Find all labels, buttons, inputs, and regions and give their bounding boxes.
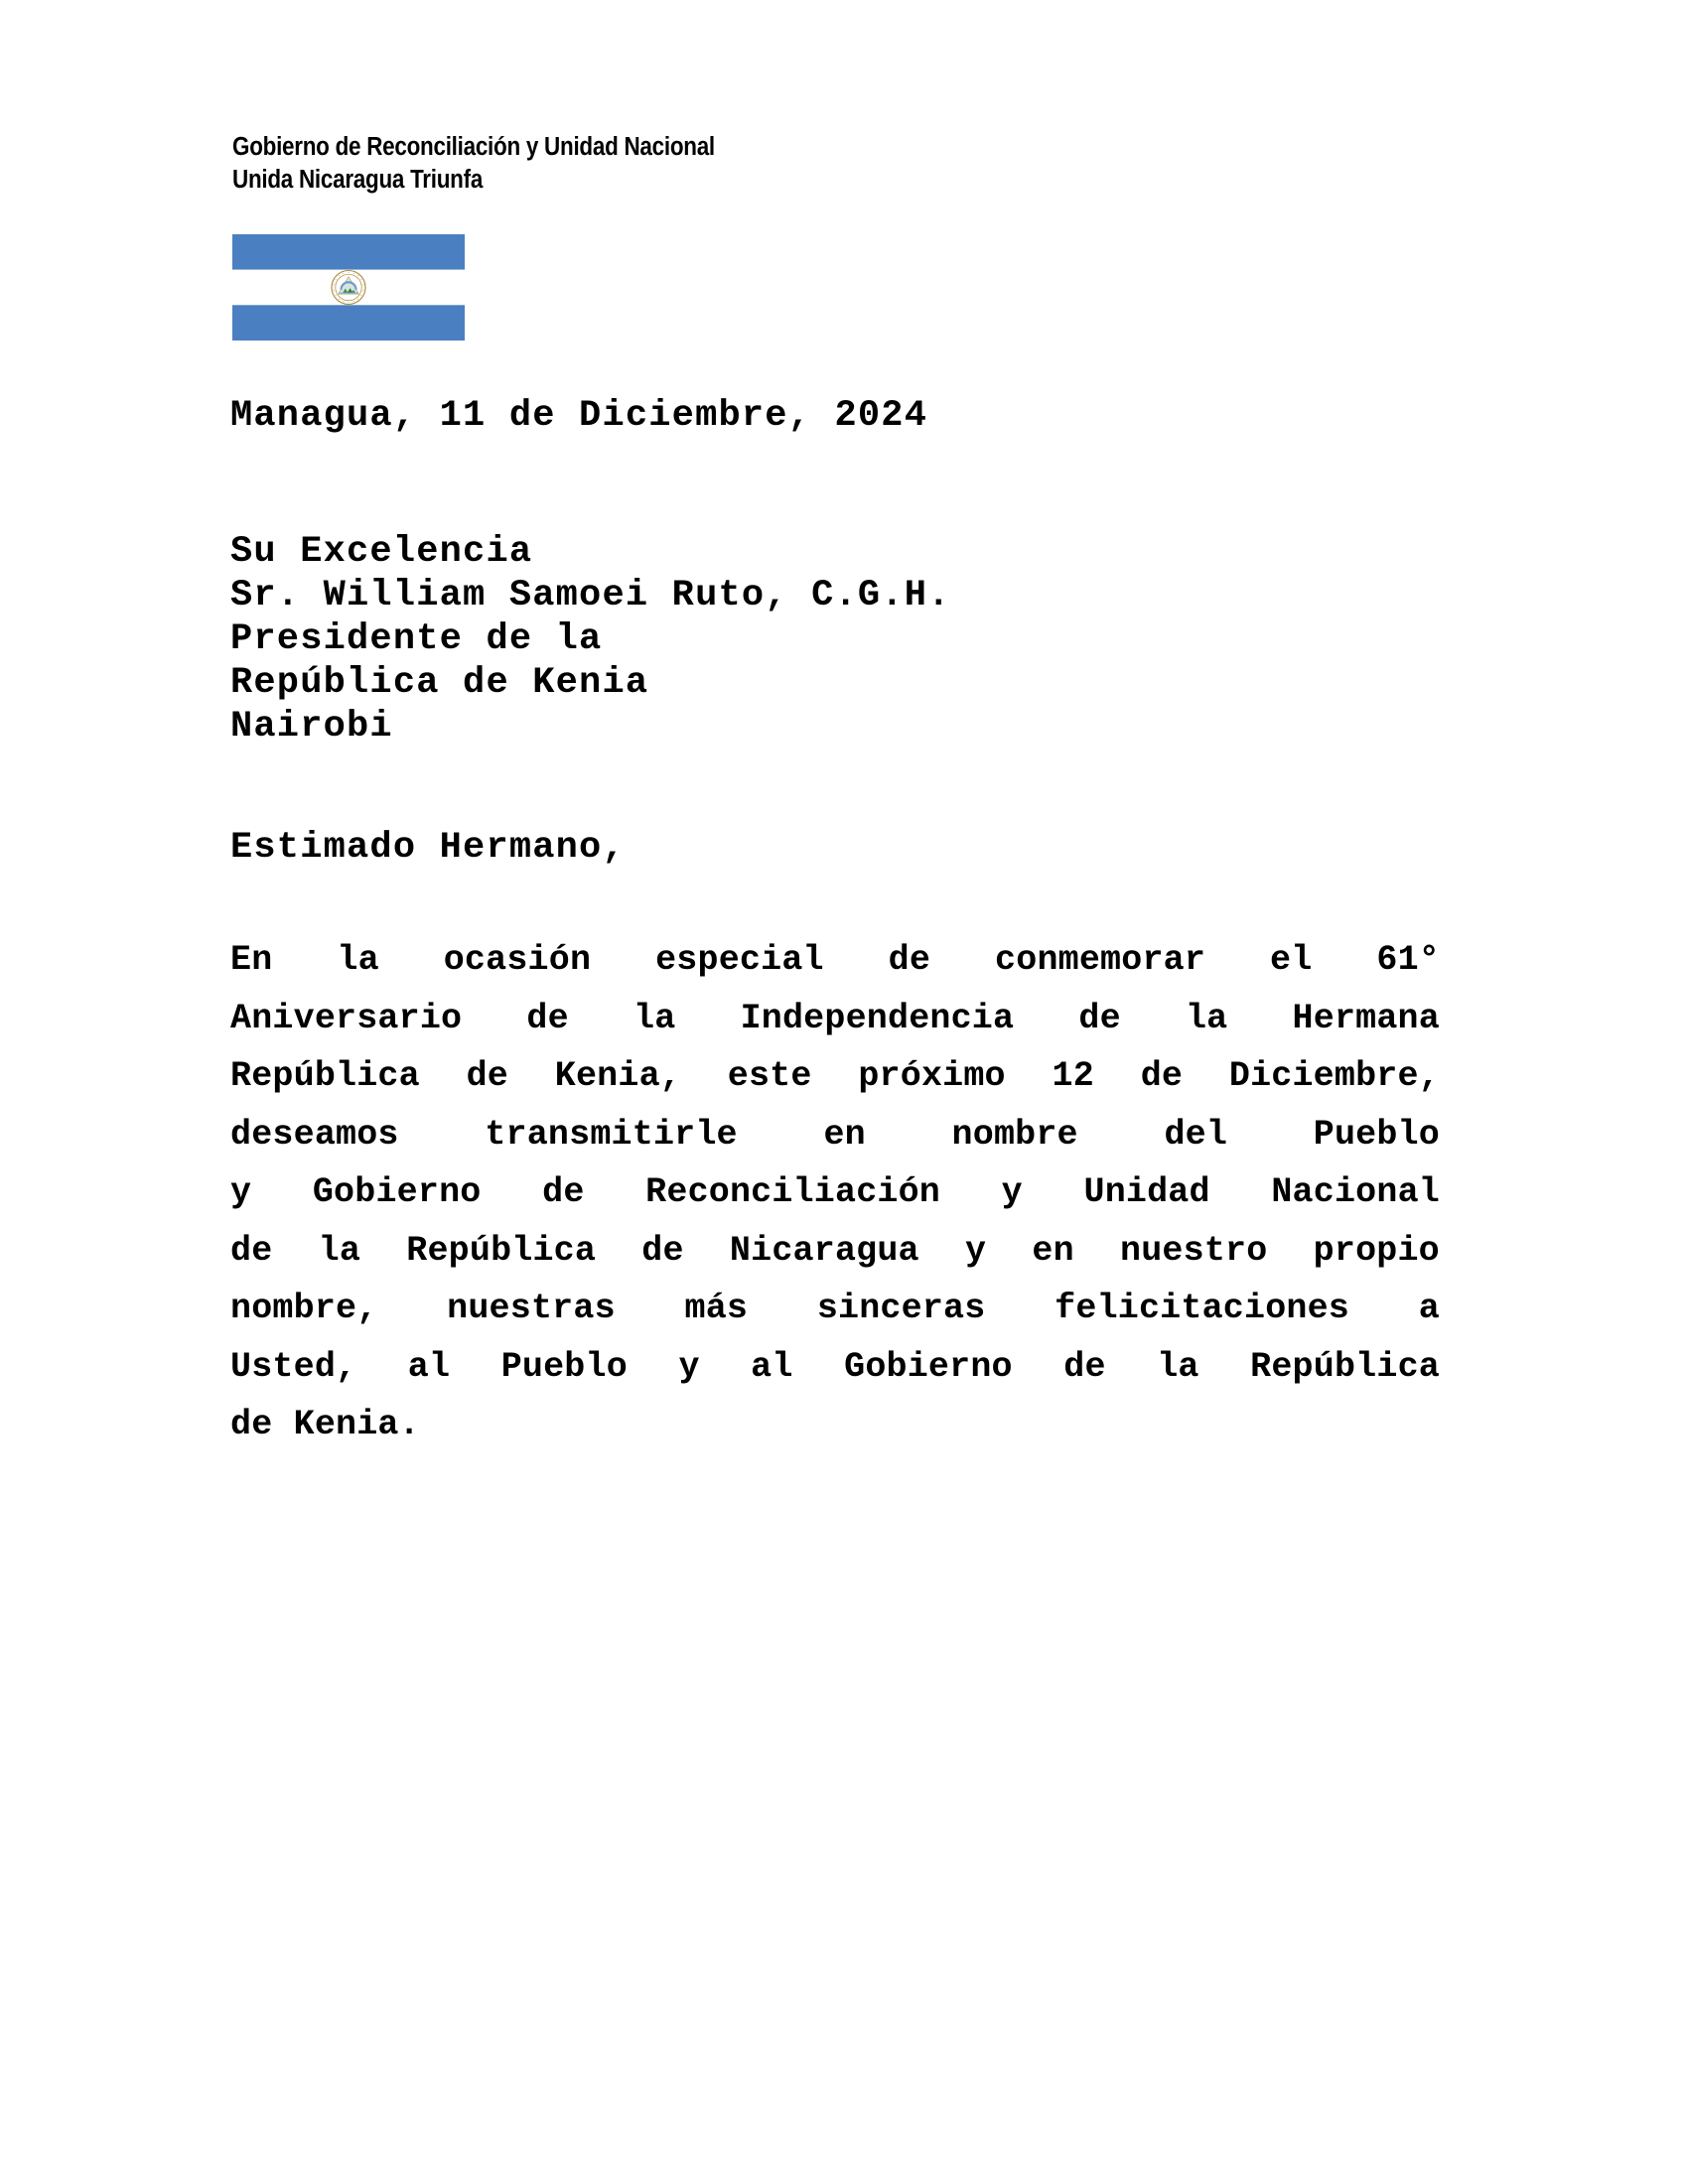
- letterhead-line-2: Unida Nicaragua Triunfa: [232, 166, 484, 194]
- spacer-after-salutation: [230, 870, 1440, 931]
- paragraph-word: y: [230, 1172, 252, 1212]
- paragraph-word: transmitirle: [485, 1114, 738, 1155]
- paragraph-word: el: [1270, 940, 1313, 980]
- paragraph-word: Independencia: [740, 998, 1015, 1038]
- paragraph-word: Usted,: [230, 1346, 357, 1387]
- spacer-after-address: [230, 749, 1440, 826]
- paragraph-word: este: [727, 1056, 812, 1096]
- paragraph-word: conmemorar: [995, 940, 1206, 980]
- paragraph-line: [230, 1047, 1440, 1106]
- address-line: Nairobi: [230, 706, 393, 748]
- paragraph-word: de: [1140, 1056, 1184, 1096]
- paragraph-line: [230, 1163, 1440, 1222]
- paragraph-word: sinceras: [816, 1289, 986, 1328]
- paragraph-word: la: [1157, 1346, 1199, 1387]
- paragraph-word: de Kenia.: [230, 1405, 420, 1444]
- paragraph-word: propio: [1313, 1230, 1440, 1271]
- paragraph-line: [230, 1106, 1440, 1164]
- paragraph-word: la: [337, 940, 379, 980]
- paragraph-word: de: [542, 1172, 585, 1212]
- letter-body: [230, 393, 1440, 1454]
- paragraph-word: más: [684, 1289, 749, 1328]
- nicaragua-flag: [232, 234, 465, 341]
- paragraph-word: y: [1001, 1172, 1023, 1212]
- paragraph-line: [230, 931, 1440, 990]
- paragraph-word: Hermana: [1292, 998, 1440, 1038]
- paragraph-word: en: [823, 1114, 866, 1155]
- paragraph-word: República: [230, 1056, 420, 1096]
- paragraph-word: ocasión: [443, 940, 592, 980]
- paragraph-word: al: [751, 1346, 793, 1387]
- paragraph-word: la: [633, 998, 676, 1038]
- paragraph-word: la: [1185, 998, 1228, 1038]
- address-line: Sr. William Samoei Ruto, C.G.H.: [230, 575, 951, 616]
- paragraph-word: felicitaciones: [1055, 1289, 1350, 1328]
- paragraph-word: Diciembre,: [1228, 1056, 1440, 1096]
- paragraph-word: Nicaragua: [729, 1230, 919, 1271]
- paragraph-word: de: [230, 1230, 273, 1271]
- paragraph-word: República: [406, 1230, 597, 1271]
- paragraph-word: Gobierno: [844, 1346, 1013, 1387]
- paragraph-word: Pueblo: [1313, 1114, 1440, 1155]
- paragraph-line: [230, 1338, 1440, 1397]
- paragraph-word: y: [964, 1230, 987, 1271]
- paragraph-word: del: [1164, 1114, 1228, 1155]
- paragraph-word: deseamos: [230, 1114, 399, 1155]
- address-line: Presidente de la: [230, 618, 603, 660]
- paragraph-word: 12: [1052, 1056, 1094, 1096]
- paragraph-word: República: [1250, 1346, 1440, 1387]
- address-line: Su Excelencia: [230, 531, 533, 573]
- paragraph-word: nuestro: [1120, 1230, 1268, 1271]
- paragraph-word: en: [1032, 1230, 1074, 1271]
- paragraph-word: de: [641, 1230, 684, 1271]
- paragraph-word: de: [1063, 1346, 1106, 1387]
- paragraph-word: Aniversario: [230, 998, 463, 1038]
- address-line: República de Kenia: [230, 662, 649, 704]
- paragraph-word: de: [526, 998, 569, 1038]
- letter-paragraph: [230, 931, 1440, 1454]
- paragraph-word: a: [1418, 1289, 1440, 1328]
- paragraph-word: Nacional: [1271, 1172, 1440, 1212]
- paragraph-word: de: [888, 940, 931, 980]
- paragraph-word: la: [318, 1230, 361, 1271]
- paragraph-word: y: [678, 1346, 700, 1387]
- date-line: Managua, 11 de Diciembre, 2024: [230, 395, 928, 437]
- spacer-after-date: [230, 439, 1440, 530]
- recipient-address-block: [230, 530, 1440, 749]
- salutation: Estimado Hermano,: [230, 827, 626, 869]
- paragraph-word: de: [1078, 998, 1121, 1038]
- paragraph-word: Gobierno: [312, 1172, 482, 1212]
- nicaragua-flag-icon: [232, 234, 465, 341]
- paragraph-word: Reconciliación: [645, 1172, 941, 1212]
- paragraph-word: Unidad: [1083, 1172, 1210, 1212]
- paragraph-line: [230, 1280, 1440, 1338]
- paragraph-word: de: [466, 1056, 509, 1096]
- paragraph-word: próximo: [858, 1056, 1006, 1096]
- letterhead: [232, 131, 1325, 197]
- letterhead-line-1: Gobierno de Reconciliación y Unidad Nacional: [232, 133, 715, 161]
- paragraph-line: [230, 1396, 1440, 1454]
- paragraph-word: nuestras: [447, 1289, 616, 1328]
- paragraph-line: [230, 1222, 1440, 1281]
- paragraph-word: Kenia,: [554, 1056, 681, 1096]
- paragraph-word: nombre: [951, 1114, 1078, 1155]
- paragraph-word: Pueblo: [500, 1346, 628, 1387]
- paragraph-line: [230, 990, 1440, 1048]
- paragraph-word: 61°: [1376, 940, 1440, 980]
- paragraph-word: En: [230, 940, 273, 980]
- paragraph-word: nombre,: [230, 1289, 378, 1328]
- paragraph-word: especial: [655, 940, 824, 980]
- paragraph-word: al: [407, 1346, 451, 1387]
